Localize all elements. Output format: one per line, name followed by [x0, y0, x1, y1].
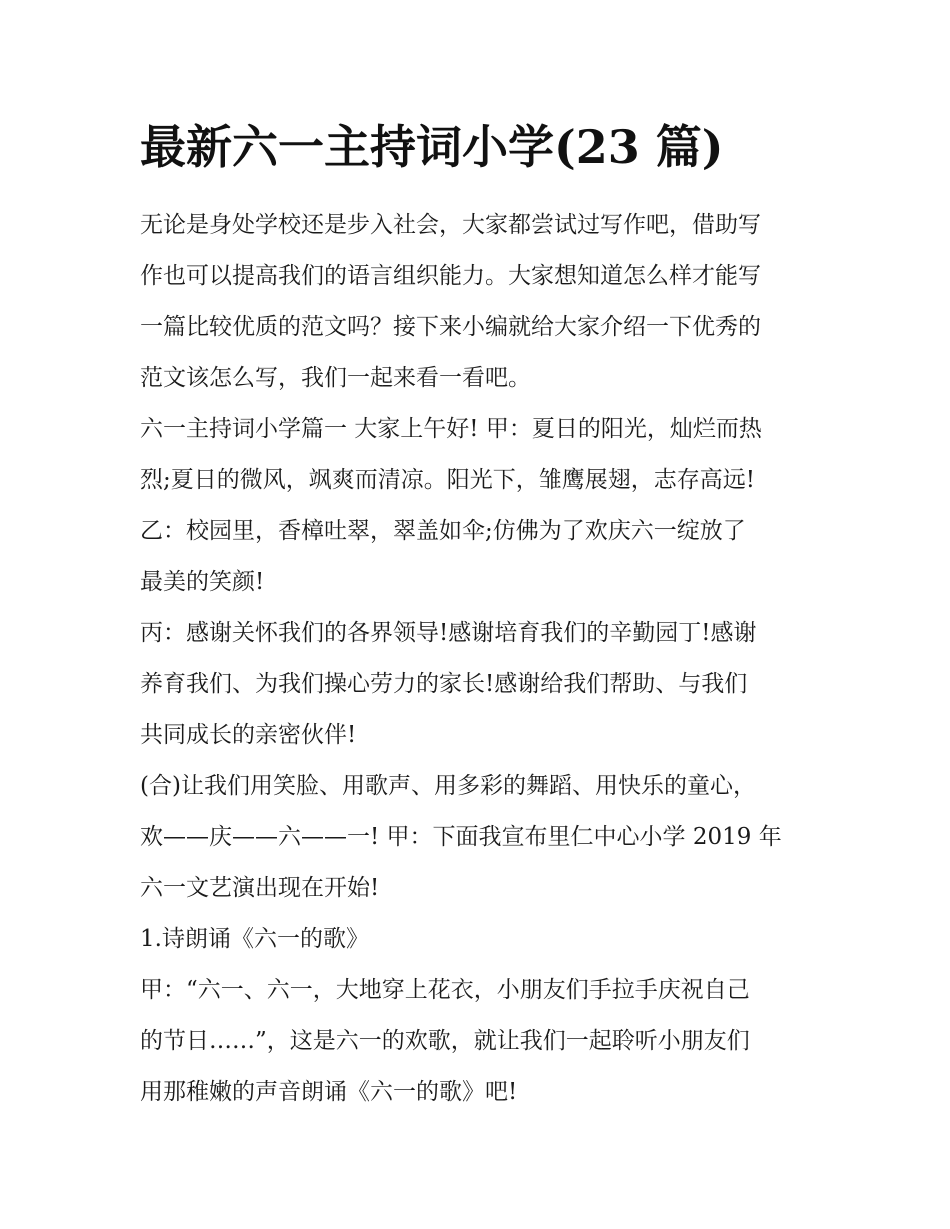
text-line: 无论是身处学校还是步入社会，大家都尝试过写作吧，借助写	[140, 212, 761, 238]
text-line: 六一文艺演出现在开始!	[140, 875, 380, 901]
text-line: 1.诗朗诵《六一的歌》	[140, 926, 369, 952]
text-line: 欢——庆——六——一! 甲：下面我宣布里仁中心小学 2019 年	[140, 824, 782, 850]
document-body	[140, 200, 820, 1118]
text-line: 范文该怎么写，我们一起来看一看吧。	[140, 365, 531, 391]
text-line: 丙：感谢关怀我们的各界领导!感谢培育我们的辛勤园丁!感谢	[140, 620, 757, 646]
text-line: 用那稚嫩的声音朗诵《六一的歌》吧!	[140, 1079, 518, 1105]
text-line: 养育我们、为我们操心劳力的家长!感谢给我们帮助、与我们	[140, 671, 748, 697]
text-line: 作也可以提高我们的语言组织能力。大家想知道怎么样才能写	[140, 263, 761, 289]
text-line: (合)让我们用笑脸、用歌声、用多彩的舞蹈、用快乐的童心，	[140, 773, 756, 799]
text-line: 的节日……”，这是六一的欢歌，就让我们一起聆听小朋友们	[140, 1028, 750, 1054]
text-line: 甲：“六一、六一，大地穿上花衣，小朋友们手拉手庆祝自己	[140, 977, 750, 1003]
text-line: 六一主持词小学篇一 大家上午好! 甲：夏日的阳光，灿烂而热	[140, 416, 762, 442]
text-line: 共同成长的亲密伙伴!	[140, 722, 357, 748]
text-line: 一篇比较优质的范文吗？接下来小编就给大家介绍一下优秀的	[140, 314, 761, 340]
document-title: 最新六一主持词小学(23 篇)	[140, 120, 724, 174]
text-line: 乙：校园里，香樟吐翠，翠盖如伞;仿佛为了欢庆六一绽放了	[140, 518, 746, 544]
text-line: 烈;夏日的微风，飒爽而清凉。阳光下，雏鹰展翅，志存高远!	[140, 467, 755, 493]
text-line: 最美的笑颜!	[140, 569, 265, 595]
